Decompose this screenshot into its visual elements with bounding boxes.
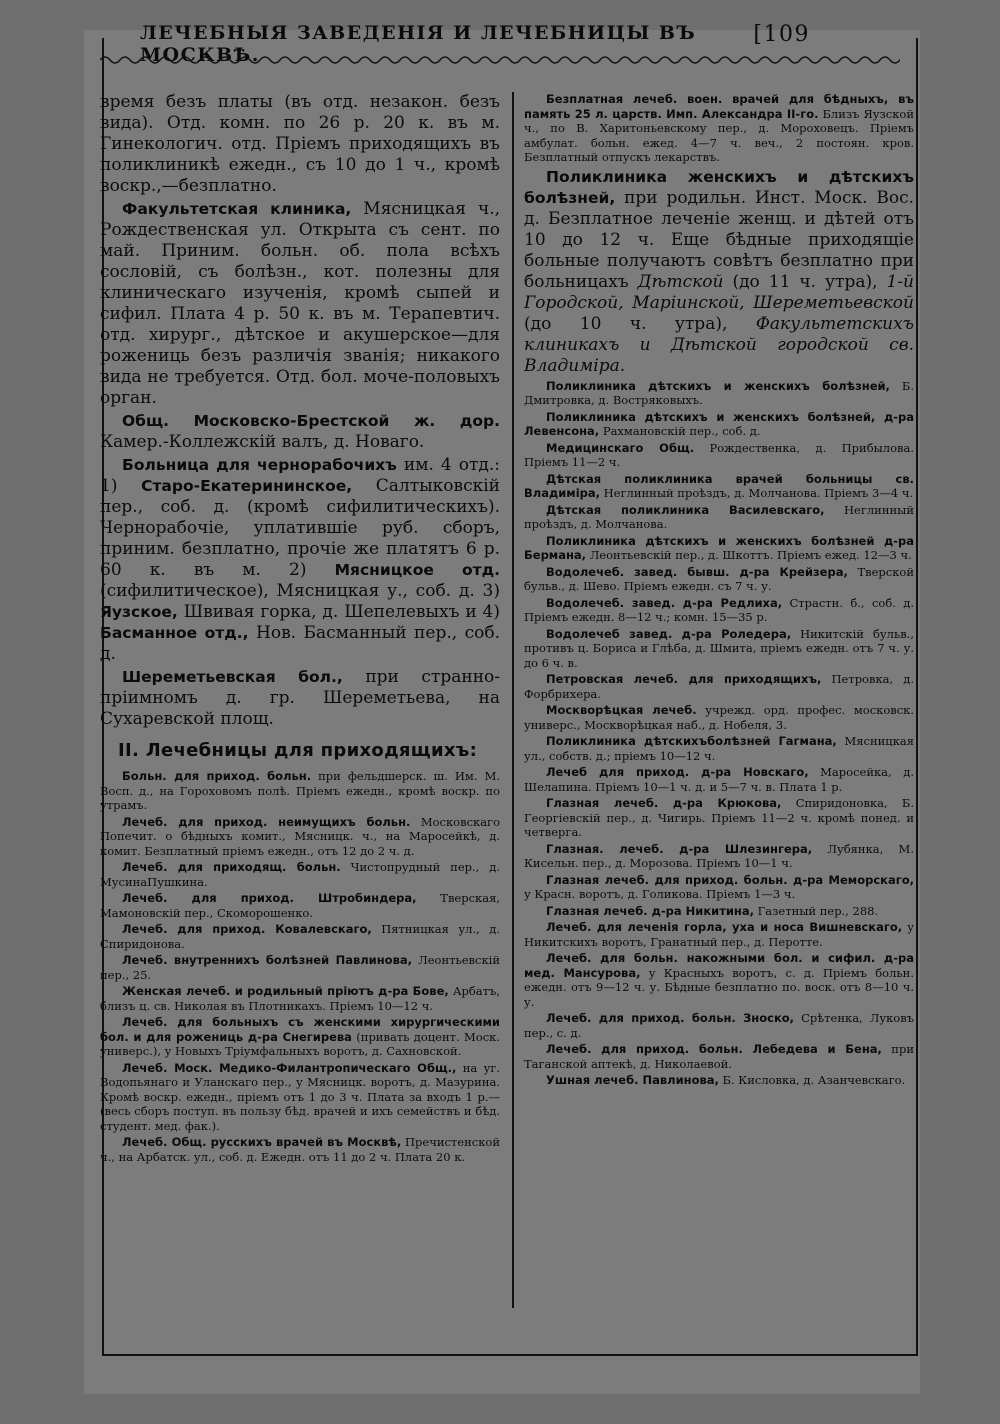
entry-item: Глазная лечеб. д-ра Крюкова, Спиридоновка, Б. Георгіевскій пер., д. Чигирь. Пріемъ 11—2 ч. кромѣ понед. и четверга. bbox=[524, 796, 914, 839]
entry-item: Глазная лечеб. для приход. больн. д-ра Меморскаго, у Красн. воротъ, д. Голикова. Пріемъ 1—3 ч. bbox=[524, 872, 914, 901]
entry-item: Ушная лечеб. Павлинова, Б. Кисловка, д. Азанчевскаго. bbox=[546, 1073, 906, 1087]
entry-item: Лечеб. для приход. неимущихъ больн. Московскаго Попечит. о бѣдныхъ комит., Мясницк. ч., на Маросейкѣ, д. комит. Безплатный пріемъ ежедн., отъ 12 до 2 ч. д. bbox=[100, 814, 500, 858]
entry-chernorabochikh: Больница для чернорабочихъ им. 4 отд.: 1) Старо-Екатерининское, Салтыковскій пер., соб. д. (кромѣ сифилитическихъ). Чернорабочіе, уплатившіе руб. сборъ, приним. безплатно, прочіе же платятъ 6 р. 60 к. въ м. 2) Мясницкое отд. (сифилитическое), Мясницкая у., соб. д. 3) Яузское, Швивая горка, д. Шепелевыхъ и 4) Басманное отд., Нов. Басманный пер., соб. д. bbox=[100, 455, 500, 664]
header-wavy-rule bbox=[100, 52, 900, 68]
entry-item: Лечеб. для приход. больн. Зноско, Срѣтенка, Луковъ пер., с. д. bbox=[524, 1011, 914, 1040]
entry-item: Дѣтская поликлиника врачей больницы св. Владиміра, Неглинный проѣздъ, д. Молчанова. Пріемъ 3—4 ч. bbox=[524, 471, 914, 500]
entry-item: Больн. для приход. больн. при фельдшерск. ш. Им. М. Восп. д., на Гороховомъ полѣ. Пріемъ ежедн., кромѣ воскр. по утрамъ. bbox=[100, 769, 500, 812]
entry-item: Москворѣцкая лечеб. учрежд. орд. профес. московск. универс., Москворѣцкая наб., д. Нобеля, 3. bbox=[524, 703, 914, 732]
entry-item: Безплатная лечеб. воен. врачей для бѣдныхъ, въ память 25 л. царств. Имп. Александра II-го. Близъ Яузской ч., по В. Харитоньевскому пер., д. Мороховецъ. Пріемъ амбулат. больн. ежед. 4—7 ч. веч., 2 постоян. кров. Безплатный отпускъ лекарствъ. bbox=[524, 92, 914, 164]
entry-item: Водолечеб завед. д-ра Роледера, Никитскій бульв., противъ ц. Бориса и Глѣба, д. Шмита, пріемъ ежедн. отъ 7 ч. у. до 6 ч. в. bbox=[524, 626, 914, 670]
entry-item: Дѣтская поликлиника Василевскаго, Неглинный проѣздъ, д. Молчанова. bbox=[524, 502, 914, 531]
entry-item: Женская лечеб. и родильный пріютъ д-ра Бове, Арбатъ, близъ ц. св. Николая въ Плотникахъ. Пріемъ 10—12 ч. bbox=[100, 984, 500, 1013]
left-column bbox=[100, 92, 500, 1322]
entry-item: Поликлиника дѣтскихъ и женскихъ болѣзней д-ра Бермана, Леонтьевскій пер., д. Шкоттъ. Пріемъ ежед. 12—3 ч. bbox=[524, 533, 914, 562]
entry-item: Поликлиника дѣтскихъ и женскихъ болѣзней, Б. Дмитровка, д. Востряковыхъ. bbox=[524, 378, 914, 407]
entry-item: Лечеб. для больныхъ съ женскими хирургическими бол. и для рожениць д-ра Снегирева (привать доцент. Моск. универс.), у Новыхъ Тріумфальныхъ воротъ, д. Сахновской. bbox=[100, 1015, 500, 1058]
entry-item: Лечеб. для леченія горла, уха и носа Вишневскаго, у Никитскихъ воротъ, Гранатный пер., д. Перотте. bbox=[524, 920, 914, 949]
entry-item: Петровская лечеб. для приходящихъ, Петровка, д. Форбрихера. bbox=[524, 672, 914, 701]
entry-brestskoy: Общ. Московско-Брестской ж. дор. Камер.-Коллежскій валъ, д. Новаго. bbox=[100, 412, 500, 452]
column-divider bbox=[512, 92, 514, 1308]
entry-item: Медицинскаго Общ. Рождественка, д. Прибылова. Пріемъ 11—2 ч. bbox=[524, 440, 914, 469]
entry-item: Глазная лечеб. д-ра Никитина, Газетный пер., 288. bbox=[546, 903, 879, 918]
right-column bbox=[524, 92, 914, 1322]
entry-continuation: время безъ платы (въ отд. незакон. безъ вида). Отд. комн. по 26 р. 20 к. въ м. Гинекологич. отд. Пріемъ приходящихъ въ поликлиникѣ ежедн., съ 10 до 1 ч., кромѣ воскр.,—безплатно. bbox=[100, 92, 500, 196]
entry-item: Поликлиника дѣтскихъ и женскихъ болѣзней, д-ра Левенсона, Рахмановскій пер., соб. д. bbox=[524, 409, 914, 438]
entry-item: Водолечеб. завед. бывш. д-ра Крейзера, Тверской бульв., д. Шево. Пріемъ ежедн. съ 7 ч. у. bbox=[524, 564, 914, 593]
entry-item: Лечеб. Общ. русскихъ врачей въ Москвѣ, Пречистенской ч., на Арбатск. ул., соб. д. Ежедн. отъ 11 до 2 ч. Плата 20 к. bbox=[100, 1135, 500, 1164]
section-heading: II. Лечебницы для приходящихъ: bbox=[118, 740, 478, 761]
entry-item: Лечеб для приход. д-ра Новскаго, Маросейка, д. Шелапина. Пріемъ 10—1 ч. д. и 5—7 ч. в. Плата 1 р. bbox=[524, 765, 914, 794]
entry-item: Лечеб. Моск. Медико-Филантропическаго Общ., на уг. Водопьянаго и Уланскаго пер., у Мясницк. воротъ, д. Мазурина. Кромѣ воскр. ежедн., пріемъ отъ 1 до 3 ч. Плата за входъ 1 р.—(весь сборъ поступ. въ пользу бѣд. врачей и ихъ семействъ и бѣд. студент. мед. фак.). bbox=[100, 1060, 500, 1133]
entry-item: Глазная. лечеб. д-ра Шлезингера, Лубянка, М. Кисельн. пер., д. Морозова. Пріемъ 10—1 ч. bbox=[524, 841, 914, 870]
entry-sheremetevskaya: Шереметьевская бол., при странно-пріимномъ д. гр. Шереметьева, на Сухаревской площ. bbox=[100, 667, 500, 729]
entry-item: Поликлиника дѣтскихъболѣзней Гагмана, Мясницкая ул., собств. д.; пріемъ 10—12 ч. bbox=[524, 734, 914, 763]
entry-item: Лечеб. для приход. Ковалевскаго, Пятницкая ул., д. Спиридонова. bbox=[100, 922, 500, 951]
header-title: ЛЕЧЕБНЫЯ ЗАВЕДЕНІЯ И ЛЕЧЕБНИЦЫ ВЪ МОСКВѢ. bbox=[140, 22, 697, 66]
entry-item: Лечеб. внутреннихъ болѣзней Павлинова, Леонтьевскій пер., 25. bbox=[100, 953, 500, 982]
running-header bbox=[110, 22, 810, 66]
page-number: [109 bbox=[753, 22, 810, 47]
entry-fakultetskaya: Факультетская клиника, Мясницкая ч., Рождественская ул. Открыта съ сент. по май. Приним. больн. об. пола всѣхъ сословій, съ болѣзн., кот. полезны для клиническаго изученія, кромѣ сыпей и сифил. Плата 4 р. 50 к. въ м. Терапевтич. отд. хирург., дѣтское и акушерское—для рожениць безъ различія званія; никакого вида не требуется. Отд. бол. моче-половыхъ орган. bbox=[100, 199, 500, 408]
entry-item: Лечеб. для приходящ. больн. Чистопрудный пер., д. МусинаПушкина. bbox=[100, 860, 500, 889]
entry-poliklinika-zhenskikh: Поликлиника женскихъ и дѣтскихъ болѣзней, при родильн. Инст. Моск. Вос. д. Безплатное леченіе женщ. и дѣтей отъ 10 до 12 ч. Еще бѣдные приходящіе больные получаютъ совѣтъ безплатно при больницахъ Дѣтской (до 11 ч. утра), 1-й Городской, Маріинской, Шереметьевской (до 10 ч. утра), Факультетскихъ клиникахъ и Дѣтской городской св. Владиміра. bbox=[524, 167, 914, 376]
entry-item: Водолечеб. завед. д-ра Редлиха, Страстн. б., соб. д. Пріемъ ежедн. 8—12 ч.; комн. 15—35 р. bbox=[524, 595, 914, 624]
entry-item: Лечеб. для приход. больн. Лебедева и Бена, при Таганской аптекѣ, д. Николаевой. bbox=[524, 1042, 914, 1071]
entry-item: Лечеб. для приход. Штробиндера, Тверская, Мамоновскій пер., Скоморошенко. bbox=[100, 891, 500, 920]
entry-item: Лечеб. для больн. накожными бол. и сифил. д-ра мед. Мансурова, у Красныхъ воротъ, с. д. Пріемъ больн. ежедн. отъ 9—12 ч. у. Бѣдные безплатно по. воск. отъ 8—10 ч. у. bbox=[524, 951, 914, 1009]
